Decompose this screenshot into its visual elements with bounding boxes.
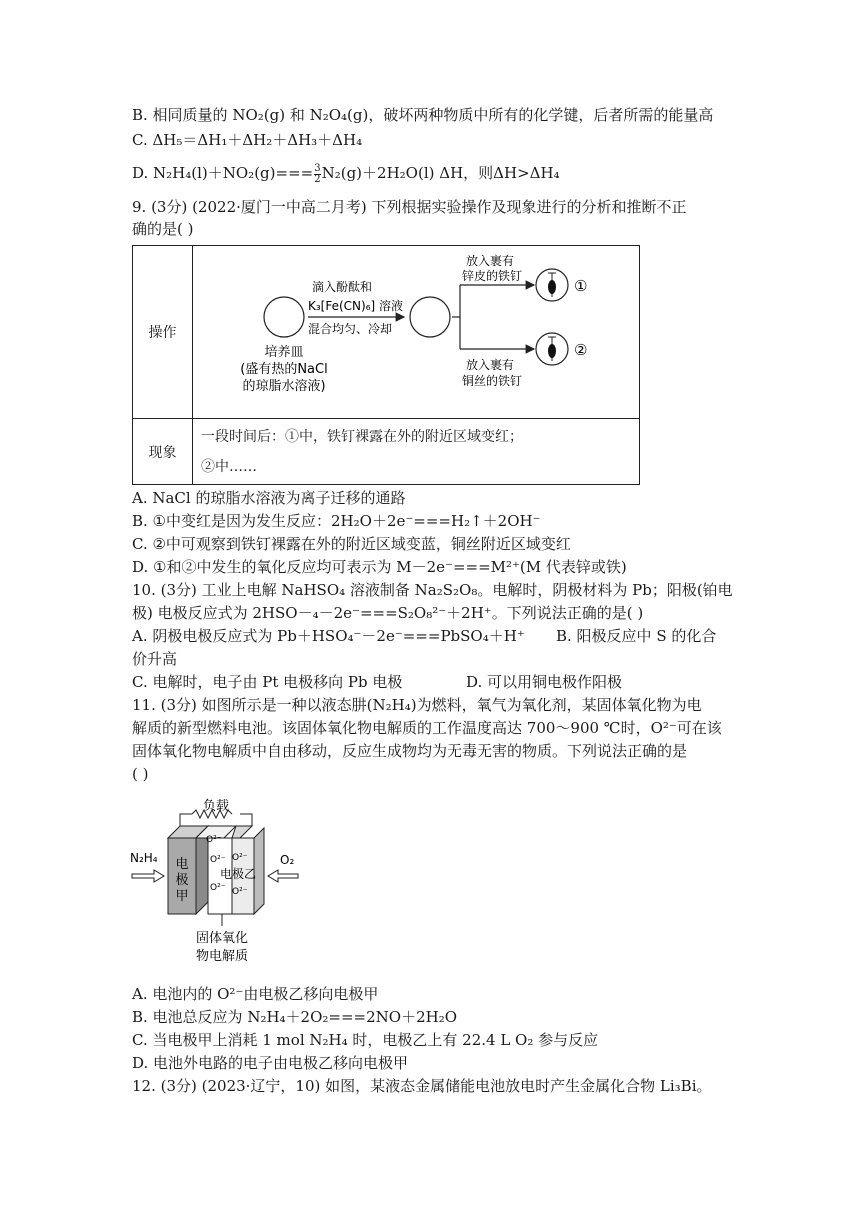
q8-option-b: B. 相同质量的 NO₂(g) 和 N₂O₄(g)，破坏两种物质中所有的化学键，后者所需的能量高 (132, 106, 714, 124)
q11-option-b: B. 电池总反应为 N₂H₄＋2O₂===2NO＋2H₂O (132, 1008, 458, 1026)
load-label: 负载 (202, 799, 230, 814)
electrode-a-char2: 极 (175, 873, 189, 888)
q10-stem-line1: 10. (3分) 工业上电解 NaHSO₄ 溶液制备 Na₂S₂O₈。电解时，阴极材料为 Pb；阳极(铂电 (132, 581, 733, 599)
q8-option-d-right: N₂(g)＋2H₂O(l) ΔH，则ΔH>ΔH₄ (321, 164, 560, 182)
phenomenon-cell (193, 419, 640, 485)
branch-bot-line1: 放入裹有 (466, 358, 515, 372)
fraction-denominator: 2 (314, 173, 321, 185)
phenomenon-header: 现象 (133, 419, 193, 485)
q9-option-b: B. ①中变红是因为发生反应：2H₂O＋2e⁻===H₂↑＋2OH⁻ (132, 512, 541, 530)
electrode-b-label: 电极乙 (219, 867, 257, 881)
electrolyte-label-2: 物电解质 (195, 949, 249, 964)
electrode-a-char3: 甲 (175, 889, 189, 904)
q11-stem-line1: 11. (3分) 如图所示是一种以液态肼(N₂H₄)为燃料，氧气为氧化剂，某固体氧化物为电 (132, 696, 702, 714)
ion-label-1: O²⁻ (206, 835, 222, 845)
branch-top-line2: 锌皮的铁钉 (462, 269, 523, 283)
n2h4-arrow-icon (132, 870, 164, 882)
o2-label: O₂ (280, 853, 295, 867)
arrow-label-top: 滴入酚酞和 (312, 280, 373, 294)
q10-option-d: D. 可以用铜电极作阳极 (466, 673, 623, 691)
phenomenon-line1: 一段时间后：①中，铁钉裸露在外的附近区域变红； (201, 428, 523, 445)
q10-option-a: A. 阴极电极反应式为 Pb＋HSO₄⁻－2e⁻===PbSO₄＋H⁺ (132, 627, 525, 645)
phenomenon-line2: ②中…… (201, 458, 257, 475)
culture-dish-icon (264, 297, 304, 337)
q8-option-d (132, 162, 560, 185)
q11-stem-line2: 解质的新型燃料电池。该固体氧化物电解质的工作温度高达 700～900 ℃时，O²⁻可在该 (132, 719, 722, 737)
q10-option-b-part2: 价升高 (132, 650, 178, 668)
ion-label-2: O²⁻ (232, 853, 248, 863)
branch-top-line1: 放入裹有 (466, 254, 515, 268)
dish-label-line2: (盛有热的NaCl (240, 362, 328, 377)
ion-label-3: O²⁻ (232, 887, 248, 897)
q8-option-d-left: D. N₂H₄(l)＋NO₂(g)=== (132, 164, 314, 182)
q8-option-c: C. ΔH₅＝ΔH₁＋ΔH₂＋ΔH₃＋ΔH₄ (132, 131, 363, 149)
q10-option-b-part1: B. 阳极反应中 S 的化合 (556, 627, 717, 645)
arrow-label-mid: K₃[Fe(CN)₆] 溶液 (308, 299, 404, 313)
q9-option-c: C. ②中可观察到铁钉裸露在外的附近区域变蓝，铜丝附近区域变红 (132, 535, 571, 553)
q9-option-d: D. ①和②中发生的氧化反应均可表示为 M－2e⁻===M²⁺(M 代表锌或铁) (132, 558, 627, 576)
fraction-numerator: 3 (314, 162, 321, 174)
electrolyte-label-1: 固体氧化 (195, 931, 249, 946)
arrow-label-bot: 混合均匀、冷却 (308, 322, 393, 336)
q12-stem-line1: 12. (3分) (2023·辽宁，10) 如图，某液态金属储能电池放电时产生金属化合物 Li₃Bi。 (132, 1077, 712, 1095)
q11-option-c: C. 当电极甲上消耗 1 mol N₂H₄ 时，电极乙上有 22.4 L O₂ 参与反应 (132, 1031, 599, 1049)
operation-header: 操作 (133, 246, 193, 419)
q9-stem-line2: 确的是( ) (132, 220, 194, 238)
o2-arrow-icon (268, 870, 298, 882)
q11-stem-line4: ( ) (132, 765, 149, 783)
experiment-table (132, 245, 640, 485)
n2h4-label: N₂H₄ (130, 851, 158, 865)
operation-diagram-cell (193, 246, 640, 419)
q11-option-a: A. 电池内的 O²⁻由电极乙移向电极甲 (132, 985, 379, 1003)
dish-label-line3: 的琼脂水溶液) (242, 379, 326, 394)
branch-bot-line2: 铜丝的铁钉 (462, 374, 523, 388)
nail-zinc-icon (548, 280, 556, 294)
q9-option-a: A. NaCl 的琼脂水溶液为离子迁移的通路 (132, 489, 406, 507)
nail-copper-icon (548, 344, 556, 358)
circle-label-2: ② (574, 341, 588, 359)
electrode-a-char1: 电 (175, 857, 189, 872)
q10-stem-line2: 极) 电极反应式为 2HSO－₄－2e⁻===S₂O₈²⁻＋2H⁺。下列说法正确的是( ) (132, 604, 644, 622)
ion-label-5: O²⁻ (210, 883, 226, 893)
fraction (314, 164, 320, 185)
mixed-dish-icon (410, 297, 450, 337)
operation-diagram (194, 247, 638, 413)
ion-label-4: O²⁻ (210, 855, 226, 865)
dish-label-line1: 培养皿 (264, 345, 304, 360)
circle-label-1: ① (574, 277, 588, 295)
q11-option-d: D. 电池外电路的电子由电极乙移向电极甲 (132, 1054, 409, 1072)
fuel-cell-diagram (128, 790, 308, 970)
q9-stem-line1: 9. (3分) (2022·厦门一中高二月考) 下列根据实验操作及现象进行的分析和推断不正 (132, 198, 687, 216)
q11-stem-line3: 固体氧化物电解质中自由移动，反应生成物均为无毒无害的物质。下列说法正确的是 (132, 742, 688, 760)
q10-option-c: C. 电解时，电子由 Pt 电极移向 Pb 电极 (132, 673, 403, 691)
